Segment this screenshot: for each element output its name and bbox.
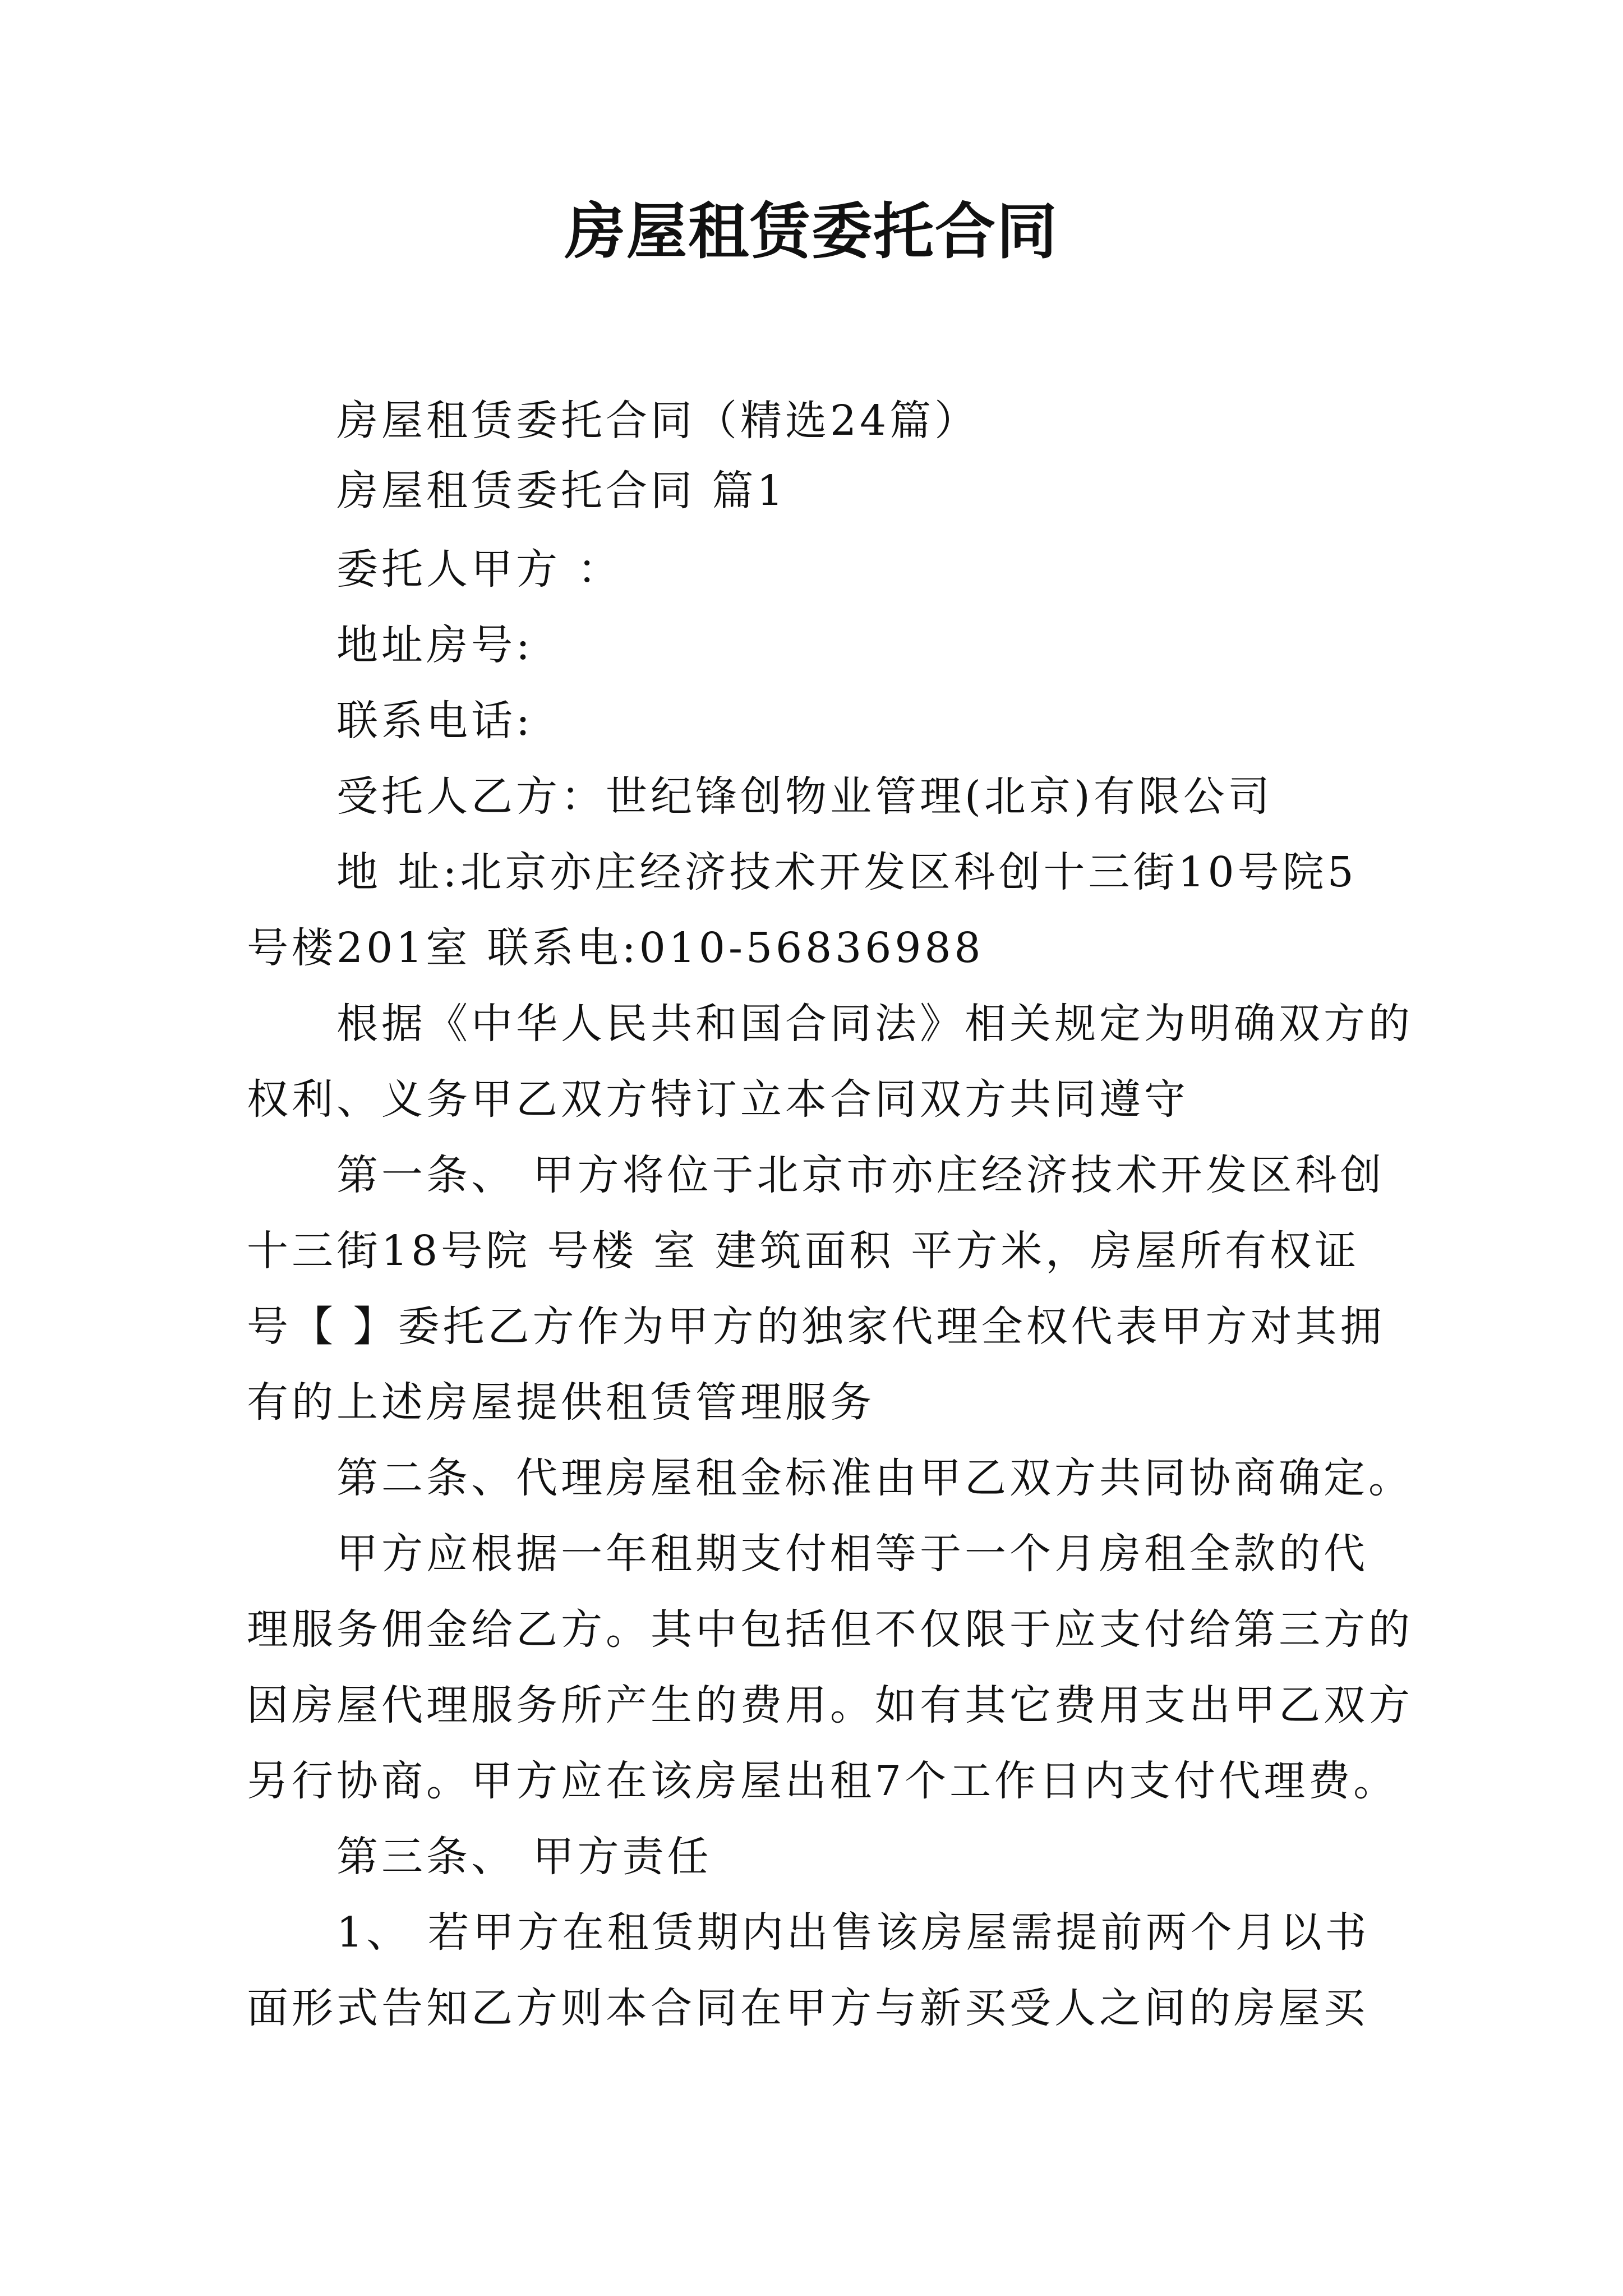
text-line: 甲方应根据一年租期支付相等于一个月房租全款的代 bbox=[336, 1530, 1368, 1578]
text-line: 十三街18号院 号楼 室 建筑面积 平方米，房屋所有权证 bbox=[247, 1227, 1360, 1275]
text-line: 地址房号: bbox=[336, 621, 533, 669]
text-line: 1、 若甲方在租赁期内出售该房屋需提前两个月以书 bbox=[336, 1908, 1370, 1957]
text-line: 理服务佣金给乙方。其中包括但不仅限于应支付给第三方的 bbox=[247, 1605, 1413, 1654]
document-title: 房屋租赁委托合同 bbox=[564, 196, 1058, 267]
text-line: 第三条、 甲方责任 bbox=[336, 1833, 712, 1881]
text-line: 权利、义务甲乙双方特订立本合同双方共同遵守 bbox=[247, 1075, 1189, 1124]
text-line: 房屋租赁委托合同 篇1 bbox=[336, 467, 787, 515]
text-line: 面形式告知乙方则本合同在甲方与新买受人之间的房屋买 bbox=[247, 1984, 1368, 2032]
text-line: 有的上述房屋提供租赁管理服务 bbox=[247, 1378, 875, 1427]
text-line: 房屋租赁委托合同（精选24篇） bbox=[336, 397, 980, 445]
text-line: 另行协商。甲方应在该房屋出租7个工作日内支付代理费。 bbox=[247, 1757, 1399, 1805]
text-line: 地 址:北京亦庄经济技术开发区科创十三街10号院5 bbox=[336, 848, 1357, 896]
text-line: 号楼201室 联系电:010-56836988 bbox=[247, 924, 984, 972]
text-line: 号【 】委托乙方作为甲方的独家代理全权代表甲方对其拥 bbox=[247, 1303, 1385, 1351]
text-line: 联系电话: bbox=[336, 697, 533, 745]
text-line: 第一条、 甲方将位于北京市亦庄经济技术开发区科创 bbox=[336, 1151, 1385, 1199]
text-line: 根据《中华人民共和国合同法》相关规定为明确双方的 bbox=[336, 1000, 1413, 1048]
text-line: 第二条、代理房屋租金标准由甲乙双方共同协商确定。 bbox=[336, 1454, 1413, 1502]
text-line: 受托人乙方：世纪锋创物业管理(北京)有限公司 bbox=[336, 772, 1273, 821]
text-line: 因房屋代理服务所产生的费用。如有其它费用支出甲乙双方 bbox=[247, 1681, 1413, 1729]
text-line: 委托人甲方 ： bbox=[336, 545, 623, 593]
